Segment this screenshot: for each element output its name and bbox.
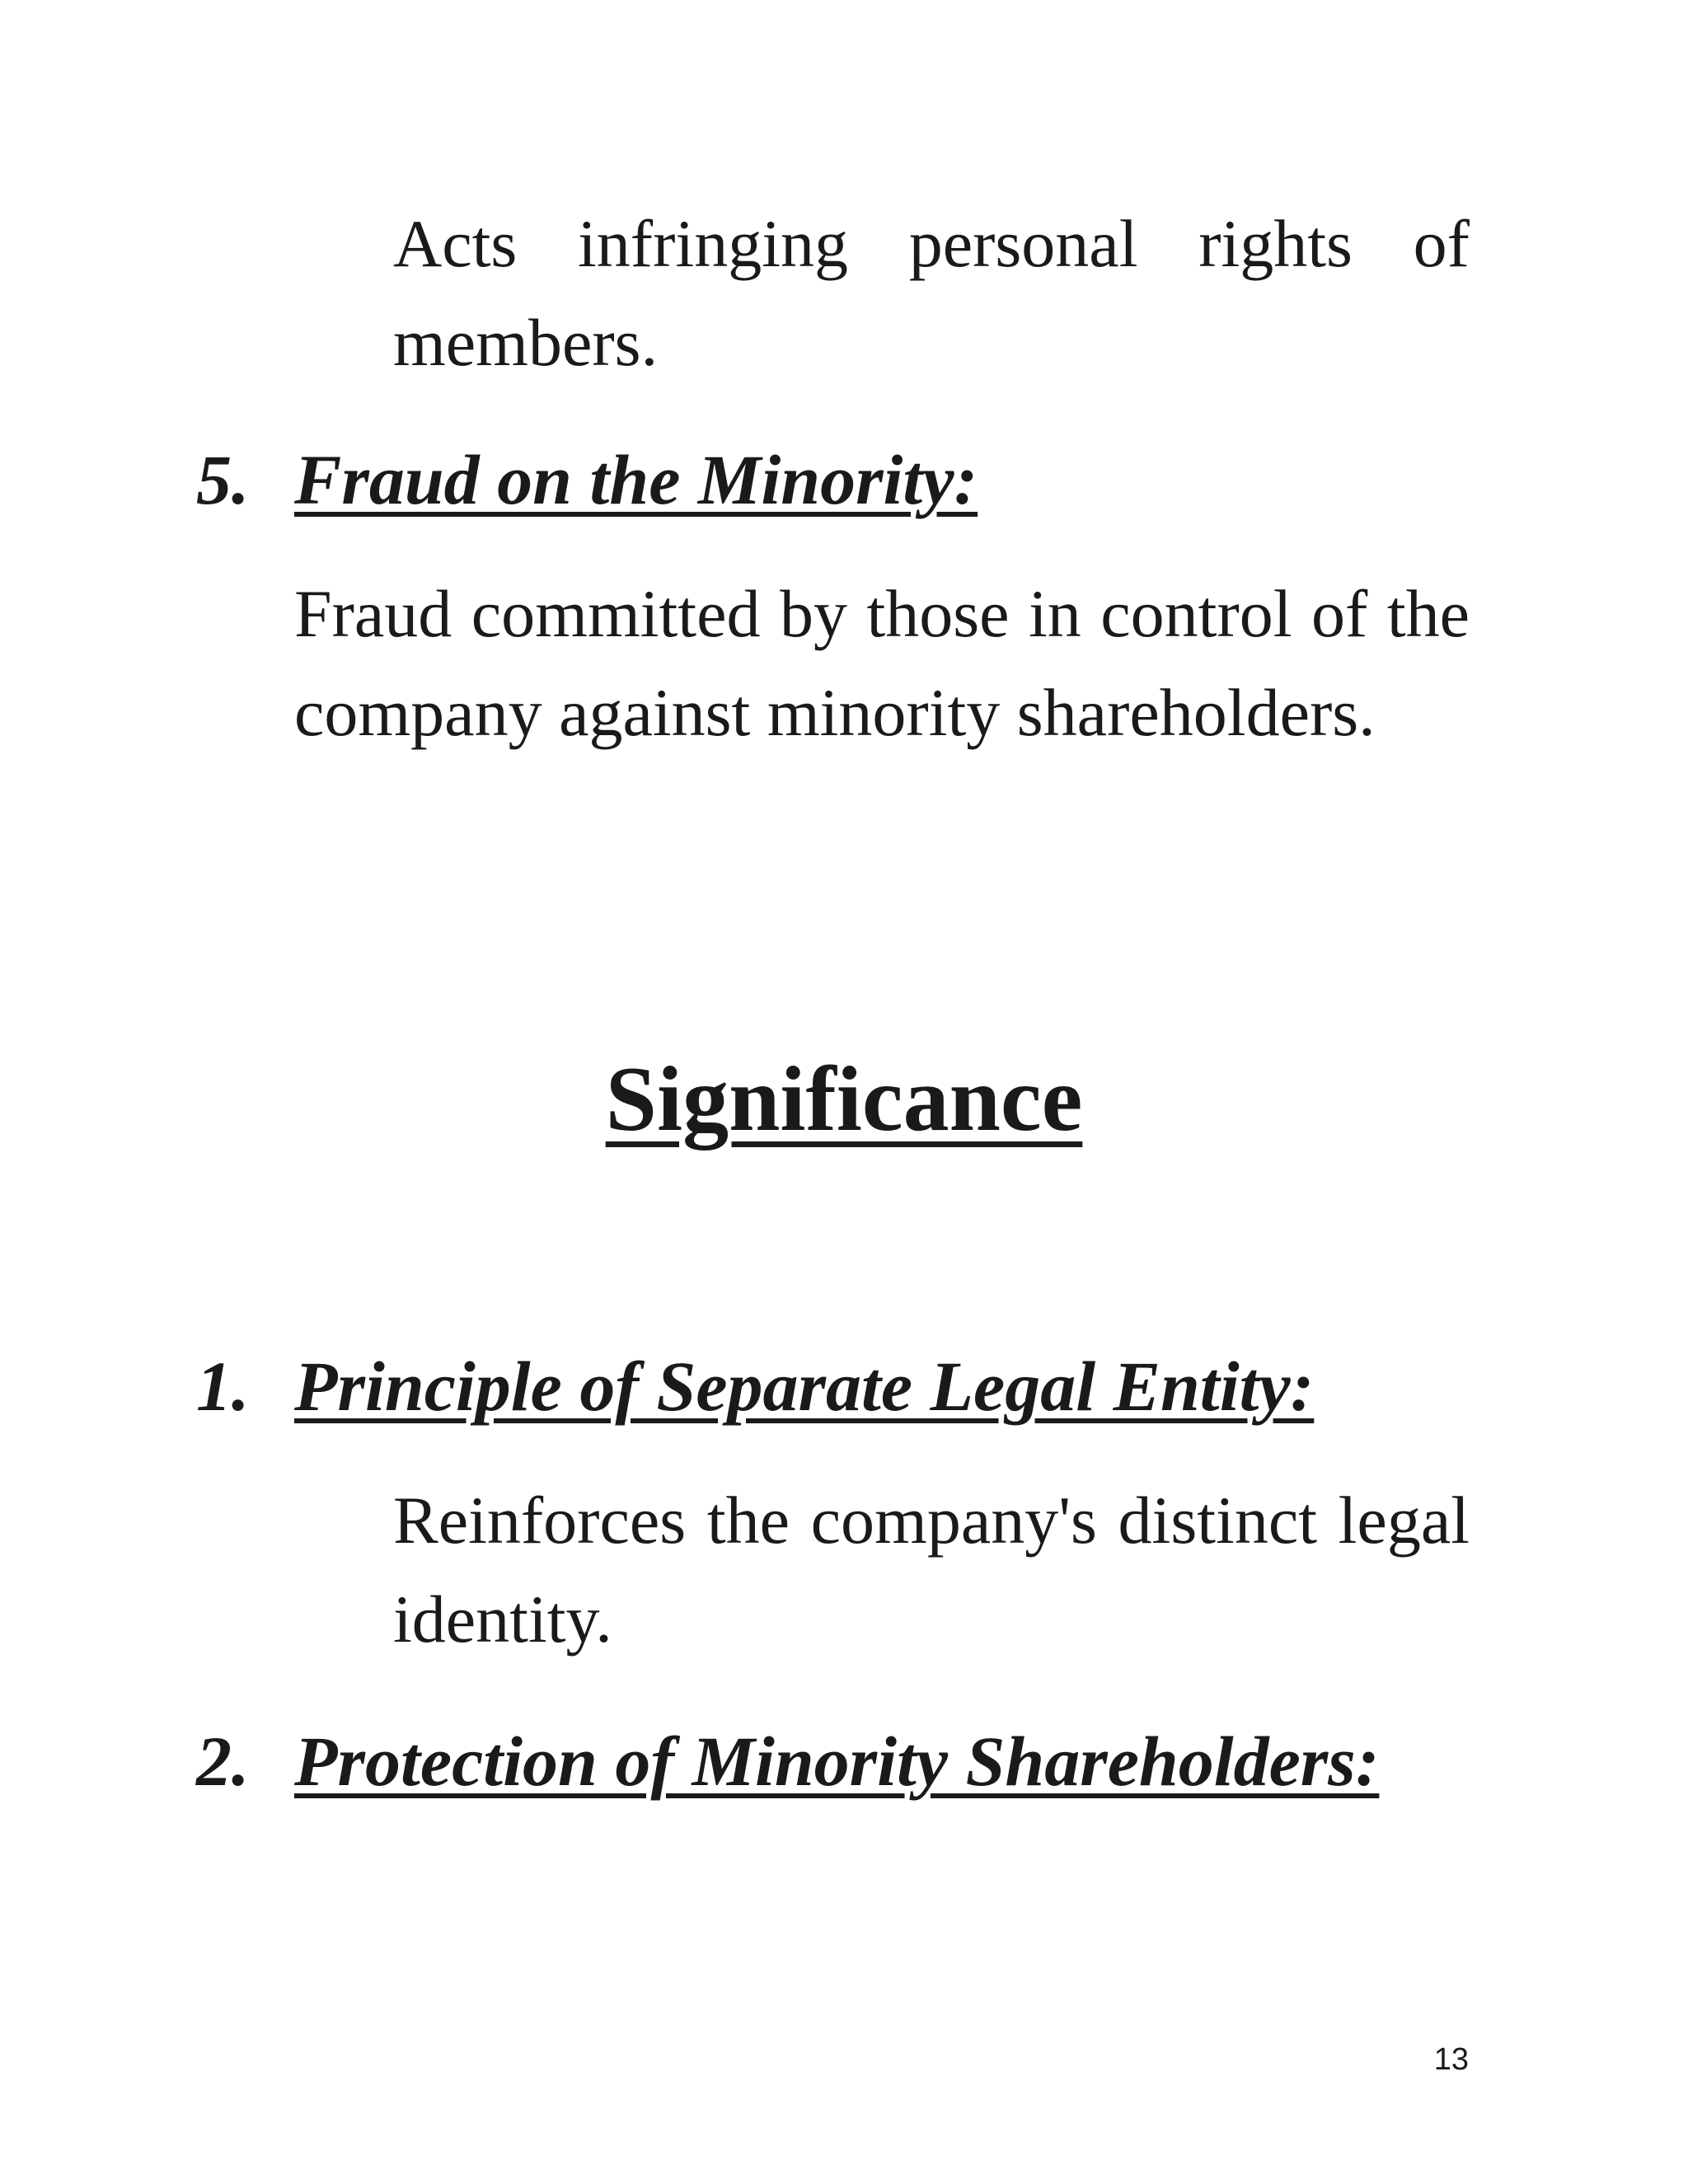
item-heading-label: Protection of Minority Shareholders: [294, 1722, 1380, 1801]
section-title-text: Significance [605, 1048, 1083, 1151]
item-heading-fraud-on-minority [196, 430, 1515, 529]
intro-paragraph: Acts infringing personal rights of members. [393, 206, 1470, 380]
item-number: 2. [196, 1722, 250, 1801]
item-heading-label: Fraud on the Minority: [294, 440, 978, 519]
item-text-separate-legal-entity: Reinforces the company's distinct legal identity. [393, 1483, 1470, 1657]
item-heading-label: Principle of Separate Legal Entity: [294, 1347, 1315, 1426]
page-number: 13 [1433, 2042, 1469, 2077]
item-number: 5. [196, 440, 250, 519]
item-heading-separate-legal-entity [196, 1337, 1515, 1436]
section-title [0, 1042, 1688, 1157]
item-number: 1. [196, 1347, 250, 1426]
item-heading-protection-minority [196, 1712, 1515, 1811]
item-text-fraud-on-minority: Fraud committed by those in control of the company against minority shareholders. [294, 576, 1470, 750]
